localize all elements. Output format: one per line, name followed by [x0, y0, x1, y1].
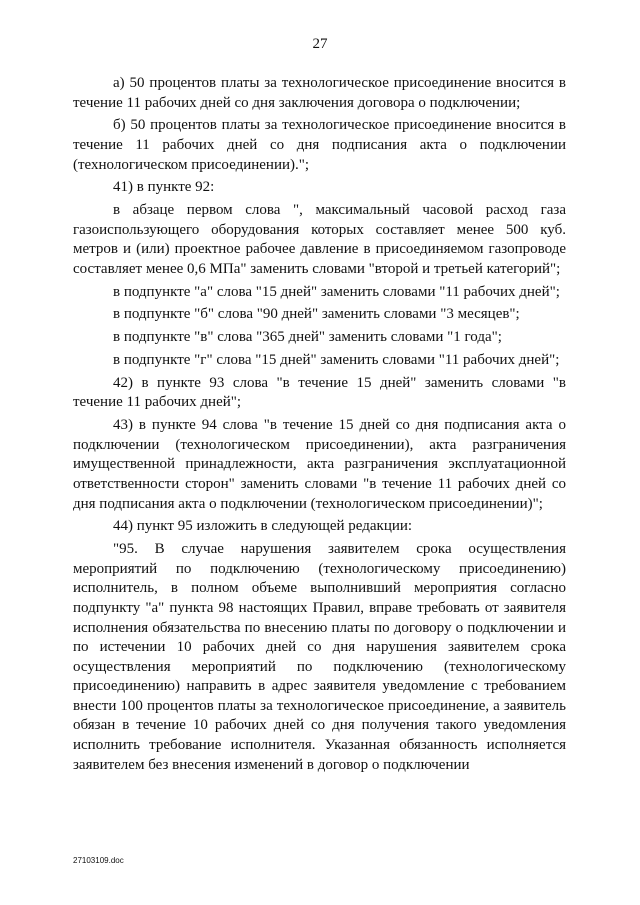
document-body	[73, 74, 566, 775]
paragraph-first-abzac: в абзаце первом слова ", максимальный часовой расход газа газоиспользующего оборудования которых составляет менее 500 куб. метров и (или) проектное рабочее давление в присоединяемом газопроводе составляет менее 0,6 МПа" заменить словами "второй и третьей категорий";	[73, 202, 566, 277]
paragraph-point-43: 43) в пункте 94 слова "в течение 15 дней со дня подписания акта о подключении (технологическом присоединении), акта разграничения имущественной принадлежности, акта разграничения эксплуатационной ответственности сторон" заменить словами "в течение 11 рабочих дней со дня подписания акта о подключении (технологическом присоединении)";	[73, 417, 566, 512]
paragraph-point-42: 42) в пункте 93 слова "в течение 15 дней" заменить словами "в течение 11 рабочих дней";	[73, 374, 566, 411]
paragraph-subitem-g: в подпункте "г" слова "15 дней" заменить словами "11 рабочих дней";	[113, 352, 560, 369]
page-number: 27	[312, 36, 328, 52]
paragraph-point-41: 41) в пункте 92:	[113, 179, 215, 196]
paragraph-subitem-a: в подпункте "а" слова "15 дней" заменить словами "11 рабочих дней";	[113, 283, 560, 300]
document-filename: 27103109.doc	[73, 856, 124, 865]
paragraph-subitem-b: в подпункте "б" слова "90 дней" заменить словами "3 месяцев";	[113, 306, 520, 323]
paragraph-point-95-text: "95. В случае нарушения заявителем срока осуществления мероприятий по подключению (технологическому присоединению) исполнитель, в полном объеме выполнивший мероприятия согласно подпункту "а" пункта 98 настоящих Правил, вправе требовать от заявителя исполнения обязательства по внесению платы по договору о подключении и по истечении 10 рабочих дней со дня нарушения заявителем срока осуществления мероприятий по подключению (технологическому присоединению) направить в адрес заявителя уведомление с требованием внести 100 процентов платы за технологическое присоединение, а заявитель обязан в течение 10 рабочих дней со дня получения такого уведомления исполнить требование исполнителя. Указанная обязанность исполняется заявителем без внесения изменений в договор о подключении	[73, 541, 566, 773]
paragraph-item-b: б) 50 процентов платы за технологическое присоединение вносится в течение 11 рабочих дней со дня подписания акта о подключении (технологическом присоединении).";	[73, 117, 566, 173]
paragraph-point-44: 44) пункт 95 изложить в следующей редакции:	[113, 518, 413, 535]
paragraph-item-a: а) 50 процентов платы за технологическое присоединение вносится в течение 11 рабочих дней со дня заключения договора о подключении;	[73, 75, 566, 111]
paragraph-subitem-v: в подпункте "в" слова "365 дней" заменить словами "1 года";	[113, 329, 502, 346]
